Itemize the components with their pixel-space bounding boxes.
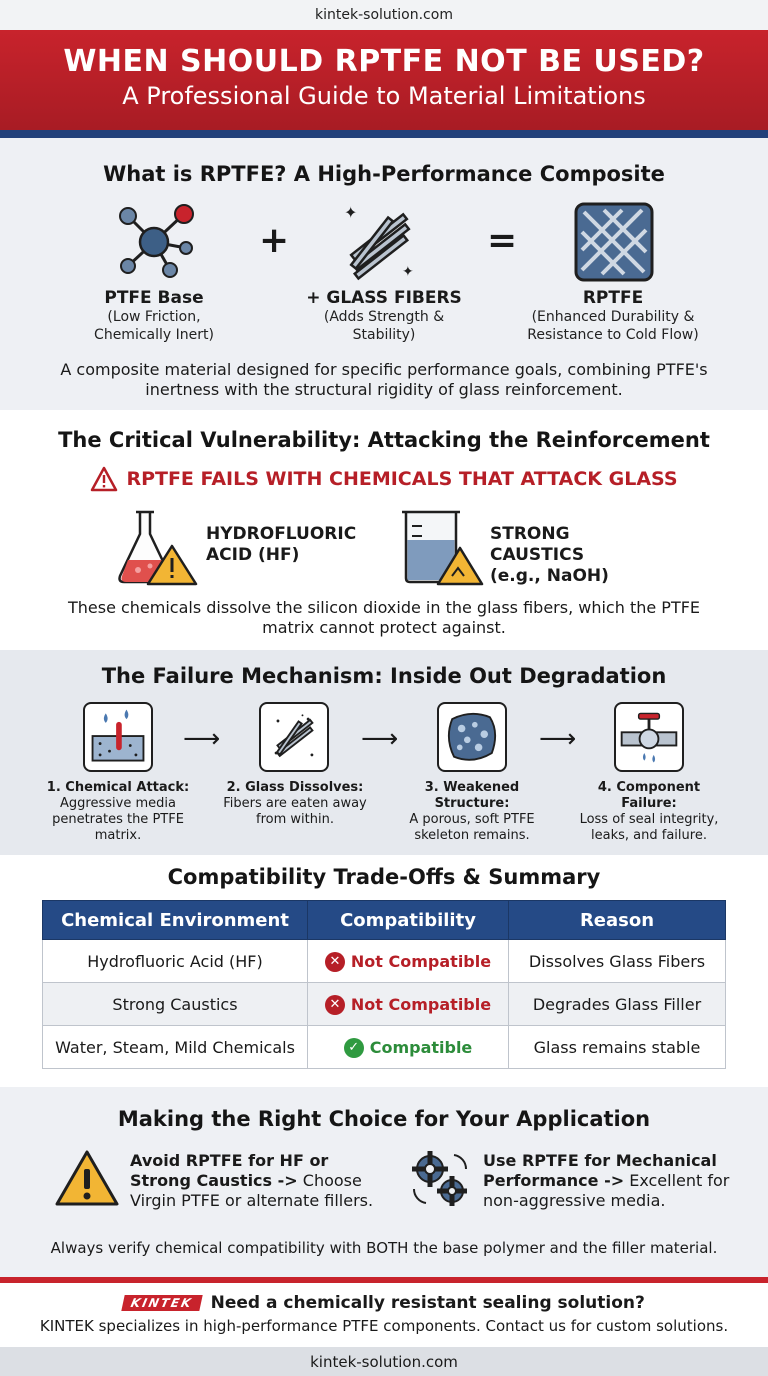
page-subtitle: A Professional Guide to Material Limitations: [122, 82, 646, 110]
rptfe-desc-2: Resistance to Cold Flow): [527, 327, 699, 343]
flask-hazard-icon: [114, 506, 200, 586]
rptfe-desc-1: (Enhanced Durability &: [531, 309, 695, 325]
not-compatible-badge: [325, 952, 491, 972]
x-circle-icon: ✕: [325, 995, 345, 1015]
step-3: [392, 780, 552, 844]
compatibility-title: Compatibility Trade-Offs & Summary: [167, 865, 601, 889]
step-2-desc: Fibers are eaten away from within.: [223, 796, 367, 827]
use-line3: non-aggressive media.: [483, 1191, 666, 1210]
footer-cta: [0, 1283, 768, 1347]
glass-fibers-desc-1: (Adds Strength &: [323, 309, 445, 325]
caustics-label: [490, 524, 660, 587]
cell-reason: Glass remains stable: [509, 1026, 726, 1069]
warning-triangle-icon: [90, 466, 118, 492]
step-1-title: 1. Chemical Attack:: [46, 780, 190, 795]
avoid-line2-rest: Choose: [297, 1171, 362, 1190]
vulnerability-section: [0, 410, 768, 650]
check-circle-icon: ✓: [344, 1038, 364, 1058]
step-4-title: 4. Component Failure:: [597, 780, 701, 811]
site-url-top[interactable]: [0, 0, 768, 30]
avoid-line3: Virgin PTFE or alternate fillers.: [130, 1191, 374, 1210]
cell-environment: Water, Steam, Mild Chemicals: [43, 1026, 308, 1069]
rptfe-label: [503, 288, 723, 344]
site-url-text[interactable]: kintek-solution.com: [310, 1352, 458, 1371]
leaking-valve-icon: [614, 702, 684, 772]
rptfe-title: RPTFE: [582, 288, 644, 308]
avoid-rptfe-advice: [130, 1151, 390, 1211]
step-arrow-3: ⟶: [539, 724, 577, 754]
warning-text: RPTFE FAILS WITH CHEMICALS THAT ATTACK GLASS: [126, 468, 678, 490]
hf-label-line1: HYDROFLUORIC: [206, 524, 357, 544]
glass-fibers-icon: [338, 200, 422, 284]
cta-line: [0, 1293, 768, 1313]
header-banner: [0, 30, 768, 130]
col-header-reason: Reason: [509, 901, 726, 940]
right-choice-title: Making the Right Choice for Your Application: [117, 1107, 651, 1131]
step-2-title: 2. Glass Dissolves:: [226, 780, 364, 795]
beaker-hazard-icon: [398, 506, 484, 586]
hf-label: [206, 524, 376, 566]
step-3-title: 3. Weakened Structure:: [424, 780, 520, 811]
right-choice-section: [0, 1087, 768, 1277]
what-is-title: What is RPTFE? A High-Performance Composite: [103, 162, 665, 186]
cell-compatibility: [308, 983, 509, 1026]
what-is-description: A composite material designed for specific performance goals, combining PTFE's inertness with the structural rigidity of glass reinforcement.: [60, 360, 708, 399]
svg-text:✦: ✦: [402, 264, 414, 280]
step-arrow-2: ⟶: [361, 724, 399, 754]
use-line2-bold: Performance ->: [483, 1171, 625, 1190]
compatibility-section: [0, 855, 768, 1087]
mechanism-section: [0, 650, 768, 855]
woven-composite-icon: [572, 200, 656, 284]
svg-text:✦: ✦: [344, 203, 358, 222]
table-row: [43, 983, 726, 1026]
cell-reason: Dissolves Glass Fibers: [509, 940, 726, 983]
status-text: Not Compatible: [350, 995, 492, 1015]
chemical-penetration-icon: [83, 702, 153, 772]
cell-compatibility: [308, 940, 509, 983]
step-1-desc: Aggressive media penetrates the PTFE matrix.: [52, 796, 184, 843]
plus-sign: +: [259, 220, 290, 261]
equals-sign: =: [487, 220, 518, 261]
glass-attack-warning: [0, 466, 768, 492]
avoid-line2-bold: Strong Caustics ->: [130, 1171, 298, 1190]
ptfe-base-desc-2: Chemically Inert): [94, 327, 214, 343]
use-line1: Use RPTFE for Mechanical: [483, 1151, 717, 1170]
vulnerability-description: These chemicals dissolve the silicon dioxide in the glass fibers, which the PTFE matrix cannot protect against.: [67, 598, 701, 637]
what-is-section: [0, 138, 768, 410]
use-line2-rest: Excellent for: [624, 1171, 730, 1190]
step-arrow-1: ⟶: [183, 724, 221, 754]
ptfe-base-label: [44, 288, 264, 344]
step-2: [215, 780, 375, 828]
porous-skeleton-icon: [437, 702, 507, 772]
kintek-logo: KINTEK: [121, 1295, 202, 1311]
table-row: [43, 940, 726, 983]
compatible-badge: [344, 1038, 473, 1058]
step-4: [569, 780, 729, 844]
ptfe-base-desc-1: (Low Friction,: [107, 309, 201, 325]
cell-environment: Strong Caustics: [43, 983, 308, 1026]
cell-reason: Degrades Glass Filler: [509, 983, 726, 1026]
cell-environment: Hydrofluoric Acid (HF): [43, 940, 308, 983]
site-url-text[interactable]: kintek-solution.com: [315, 7, 453, 23]
cell-compatibility: [308, 1026, 509, 1069]
warning-icon: [54, 1149, 120, 1207]
molecule-icon: [112, 200, 196, 284]
x-circle-icon: ✕: [325, 952, 345, 972]
site-url-bottom[interactable]: [0, 1347, 768, 1376]
ptfe-base-title: PTFE Base: [104, 288, 204, 308]
hf-label-line2: ACID (HF): [206, 545, 300, 565]
status-text: Not Compatible: [350, 952, 492, 972]
use-rptfe-advice: [483, 1151, 743, 1211]
hf-item: [114, 506, 384, 586]
col-header-environment: Chemical Environment: [43, 901, 308, 940]
glass-fibers-label: [274, 288, 494, 344]
table-row: [43, 1026, 726, 1069]
step-4-desc: Loss of seal integrity, leaks, and failure.: [579, 812, 719, 843]
cta-text: KINTEK specializes in high-performance PTFE components. Contact us for custom solutions.: [39, 1317, 729, 1335]
vulnerability-title: The Critical Vulnerability: Attacking the Reinforcement: [58, 428, 710, 452]
cta-heading: Need a chemically resistant sealing solution?: [210, 1293, 645, 1313]
glass-fibers-title: + GLASS FIBERS: [306, 288, 462, 308]
verify-note: Always verify chemical compatibility with BOTH the base polymer and the filler material.: [50, 1239, 718, 1257]
step-3-desc: A porous, soft PTFE skeleton remains.: [409, 812, 535, 843]
table-header-row: [43, 901, 726, 940]
page-title: WHEN SHOULD RPTFE NOT BE USED?: [63, 44, 705, 79]
header-stripe: [0, 130, 768, 138]
glass-fibers-desc-2: Stability): [352, 327, 416, 343]
status-text: Compatible: [369, 1038, 473, 1058]
caustics-label-line2: (e.g., NaOH): [490, 566, 609, 586]
dissolving-fibers-icon: [259, 702, 329, 772]
caustics-label-line1: STRONG CAUSTICS: [490, 524, 585, 565]
caustics-item: [398, 506, 688, 586]
col-header-compatibility: Compatibility: [308, 901, 509, 940]
avoid-line1: Avoid RPTFE for HF or: [130, 1151, 329, 1170]
mechanism-title: The Failure Mechanism: Inside Out Degradation: [101, 664, 667, 688]
not-compatible-badge: [325, 995, 491, 1015]
compatibility-table: [42, 900, 726, 1069]
gears-icon: [408, 1147, 472, 1211]
composition-row: [0, 200, 768, 290]
step-1: [38, 780, 198, 844]
